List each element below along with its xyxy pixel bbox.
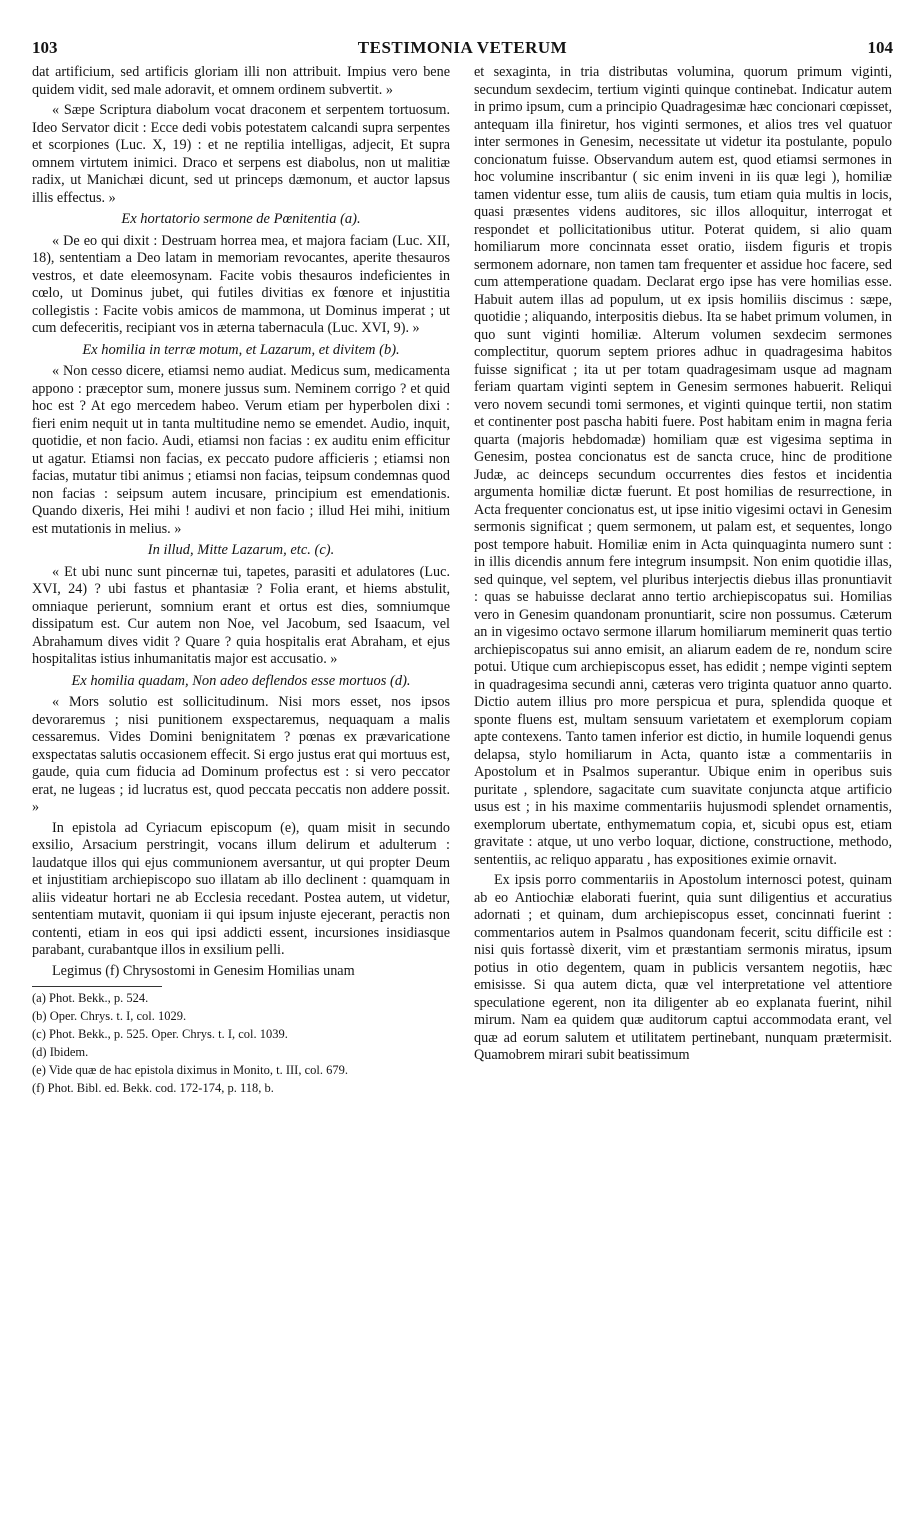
footnote: (e) Vide quæ de hac epistola diximus in Monito, t. III, col. 679. bbox=[32, 1063, 348, 1077]
footnote: (b) Oper. Chrys. t. I, col. 1029. bbox=[32, 1009, 187, 1023]
footnote: (c) Phot. Bekk., p. 525. Oper. Chrys. t. I, col. 1039. bbox=[32, 1027, 288, 1041]
footnotes bbox=[32, 991, 450, 1096]
section-heading: Ex homilia quadam, Non adeo deflendos esse mortuos (d). bbox=[71, 672, 411, 689]
footnote: (f) Phot. Bibl. ed. Bekk. cod. 172-174, p. 118, b. bbox=[32, 1081, 274, 1095]
right-column bbox=[474, 64, 892, 1099]
left-column bbox=[32, 64, 450, 1099]
footnote: (d) Ibidem. bbox=[32, 1045, 89, 1059]
paragraph: Legimus (f) Chrysostomi in Genesim Homilias unam bbox=[52, 962, 355, 979]
paragraph: « Sæpe Scriptura diabolum vocat draconem et serpentem tortuosum. Ideo Servator dicit : Ecce dedi vobis potestatem calcandi supra serpentes et scorpiones (Luc. X, 19) : et ne reptilia intelligas, adjecit, Et supra omnem virtutem inimici. Draco et serpens est diabolus, non ut malitiæ radix, ut Manichæi dicunt, sed ut princeps dæmonum, et auctor lapsus illis effectus. » bbox=[32, 102, 450, 206]
page-number-right: 104 bbox=[867, 38, 893, 57]
paragraph: In epistola ad Cyriacum episcopum (e), quam misit in secundo exsilio, Arsacium perstringit, vocans illum delirum et adulterum : laudatque illos qui ejus communionem aversantur, ut qui propter Deum et injustitiam archiepiscopo suo illatam ab illo declinent : quamquam in aliis videatur hortari ne ab Ecclesia recedant. Postea autem, ut videtur, sententiam mutavit, quoniam ii qui ipsum injuste ejecerant, peractis non contenti, etiam in eos qui ipsi addicti essent, incursiones insidiasque parabant, curabantque illos in exsilium pelli. bbox=[32, 819, 450, 958]
footnote-rule bbox=[32, 986, 162, 987]
running-title: TESTIMONIA VETERUM bbox=[357, 38, 568, 57]
footnote: (a) Phot. Bekk., p. 524. bbox=[32, 991, 149, 1005]
section-heading: Ex homilia in terræ motum, et Lazarum, et divitem (b). bbox=[82, 341, 400, 358]
section-heading: In illud, Mitte Lazarum, etc. (c). bbox=[147, 542, 335, 558]
paragraph: « Mors solutio est sollicitudinum. Nisi mors esset, nos ipsos devoraremus ; nisi punitionem exspectaremus, nequaquam a malis cessaremus. Vides Domini benignitatem ? pœnas ex prævaricatione exspectatas salutis occasionem effecit. Si ergo justus erat qui mortuus est, gaude, quia cum fiducia ad Dominum profectus est : si vero peccator erat, ne lugeas ; id lucratus est, quod peccata peccatis non addere possit. » bbox=[32, 694, 450, 815]
paragraph: Ex ipsis porro commentariis in Apostolum internosci potest, quinam ab eo Antiochiæ elaborati fuerint, quia sunt diligentius et accuratius adornati ; et quinam, dum archiepiscopus esset, concinnati fuerint : commentarios autem in Psalmos quandonam fecerit, scitu difficile est : nisi quis fortassè dixerit, vim et præstantiam sermonis miratus, ipsum potius in otio degentem, quam in publicis versantem negotiis, hæc emisisse. Si qua autem dicta, quæ vel interpretatione vel attentiore speculatione egerent, non ita diligenter ab eo explanata fuerint, nihil mirum. Nam ea quidem quæ auditorum captui accommodata erant, vel quæ ad eorum salutem et utilitatem pertinebant, nunquam prætermisit. Quamobrem mirari subit beatissimum bbox=[474, 872, 892, 1063]
paragraph: « De eo qui dixit : Destruam horrea mea, et majora faciam (Luc. XII, 18), sententiam a Deo latam in memoriam revocantes, aperite thesauros vestros, et date eleemosynam. Facite vobis thesauros indeficientes in cœlo, ut Dominus jubet, qui futiles divitias ex fœnore et injustitia collegistis : Facite vobis amicos de mammona, ut Dominus imperat ; ut cum defeceritis, recipiant vos in æterna tabernacula (Luc. XVI, 9). » bbox=[32, 232, 450, 336]
paragraph: et sexaginta, in tria distributas volumina, quorum primum viginti, secundum sexdecim, tertium viginti quinque continebat. Indicatur autem in primo ipsum, cum a principio Quadragesimæ hæc concionari cœpisset, antequam illa finiretur, hos viginti sermones, et alios tres vel quatuor inter sermones in Genesim, necessitate ut videtur ita postulante, populo concionatum fuisse. Observandum autem est, quod etiamsi sermones in hoc volumine inscribantur ( sic enim inveni in iis quæ legi ), homiliæ tamen videntur esse, tum aliis de causis, tum etiam quia multis in locis, quasi præsentes videns auditores, sic illos alloquitur, interrogat et respondet et pollicitationibus utitur. Poterat quidem, si alio quam homiliarum more concinnata esset oratio, iisdem figuris et tropis sermonem adornare, non tamen tam frequenter et assidue hoc facere, sed cum attemperatione quadam. Declarat ergo ipse has vere homilias esse. Habuit autem illas ad populum, ut ex ipsis homiliis discimus : sæpe, quotidie ; aliquando, interpositis diebus. Ita se habet primum volumen, in quo sunt viginti homiliæ. Alterum volumen sexdecim sermones complectitur, quorum septem priores adhuc in quadragesima habitos fuisse significat ; ita ut per totam quadragesimam usque ad magnam feriam quartam viginti septem in Genesim sermones habuerit. Reliqui vero novem secundi tomi sermones, et viginti quinque tertii, non statim et continenter post pascha habiti fuere. Post habitam enim in magna feria quarta (majoris hebdomadæ) homiliam quæ est vigesima septima in Genesim, postea concionatus est de sancta cruce, hinc de proditione Judæ, ac deinceps secundum occurrentes dies festos et incidentia argumenta homiliæ dictæ fuerunt. Et post homilias de resurrectione, in Acta frequenter concionatus est, ut ipse initio vigesimi octavi in Genesim sermonis significat ; quem sermonem, ut palam est, et sequentes, longo post tempore habuit. Homiliæ enim in Acta quinquaginta numero sunt : in illis dicendis annum fere integrum insumpsit. Non enim quotidie illas, sed quinque, vel septem, vel pluribus interjectis diebus illas pronuntiavit : quas se habuisse declarat anno tertio archiepiscopatus sui. Homilias vero in Genesim quandonam pronuntiarit, scire non possumus. Cæterum an in vigesimo octavo sermone illarum homiliarum meminerit quas tertio archiepiscopatus sui anno emisit, an aliarum eadem de re, nondum scire potui. Utique cum archiepiscopus esset, has edidit ; nempe viginti septem in quadragesima secundi anni, cæteras vero triginta quatuor anno quarto. Dictio autem illius pro more perspicua et pura, splendida quoque et sponte fluens est, multam sensuum varietatem et exemplorum copiam apte contexens. Tanto tamen inferior est dictio, in humile loquendi genus delapsa, stylo homiliarum in Acta, quanto istæ a commentariis in Apostolum et in Psalmos superantur. Ubique enim in operibus suis puritate , splendore, sagacitate cum suavitate conjuncta atque artificio usus est ; in his maxime commentariis hujusmodi splendet ornamentis, exemplorum ubertate, enthymematum copia, et, sicubi opus est, etiam gravitate : atque, ut uno verbo loquar, dictione, constructione, methodo, sententiis, ac reliquo apparatu , has expositiones eximie ornavit. bbox=[474, 64, 892, 868]
paragraph: « Et ubi nunc sunt pincernæ tui, tapetes, parasiti et adulatores (Luc. XVI, 24) ? ubi fastus et phantasiæ ? Folia erant, et hiems abstulit, omniaque perierunt, somnium erant et ortus est dies, somniumque dissipatum est. Cur autem non Noe, vel Jacobum, sed Isaacum, vel Abrahamum dives vidit ? Quare ? quia hospitalis erat Abraham, et ejus hospitalitas istius inhumanitatis major est accusatio. » bbox=[32, 563, 450, 667]
page-header bbox=[32, 36, 893, 60]
paragraph: « Non cesso dicere, etiamsi nemo audiat. Medicus sum, medicamenta appono : præceptor sum, monere jussus sum. Neminem corrigo ? et quid hoc est ? At ego mercedem habeo. Verum etiam per hyperbolen dixi : fieri enim nequit ut in tanta multitudine nemo se emendet. Audio, inquit, quotidie, et non facio. Audi, etiamsi non facias : ex auditu enim efficitur ut agatur. Etiamsi non facias, ex peccato pudore afficieris ; etiamsi non facias, mutatur tibi animus ; etiamsi non facias, teipsum condemnas quod non facias : seipsum autem incusare, principium est emendationis. Quando dixeris, Hei mihi ! audivi et non facio ; illud Hei mihi, initium est mutationis in melius. » bbox=[32, 363, 450, 537]
paragraph: dat artificium, sed artificis gloriam illi non attribuit. Impius vero bene quidem vidit, sed male adoravit, et omnem ordinem subvertit. » bbox=[32, 64, 450, 98]
page-number-left: 103 bbox=[32, 38, 58, 57]
text-columns bbox=[32, 64, 893, 1099]
section-heading: Ex hortatorio sermone de Pœnitentia (a). bbox=[121, 211, 361, 227]
